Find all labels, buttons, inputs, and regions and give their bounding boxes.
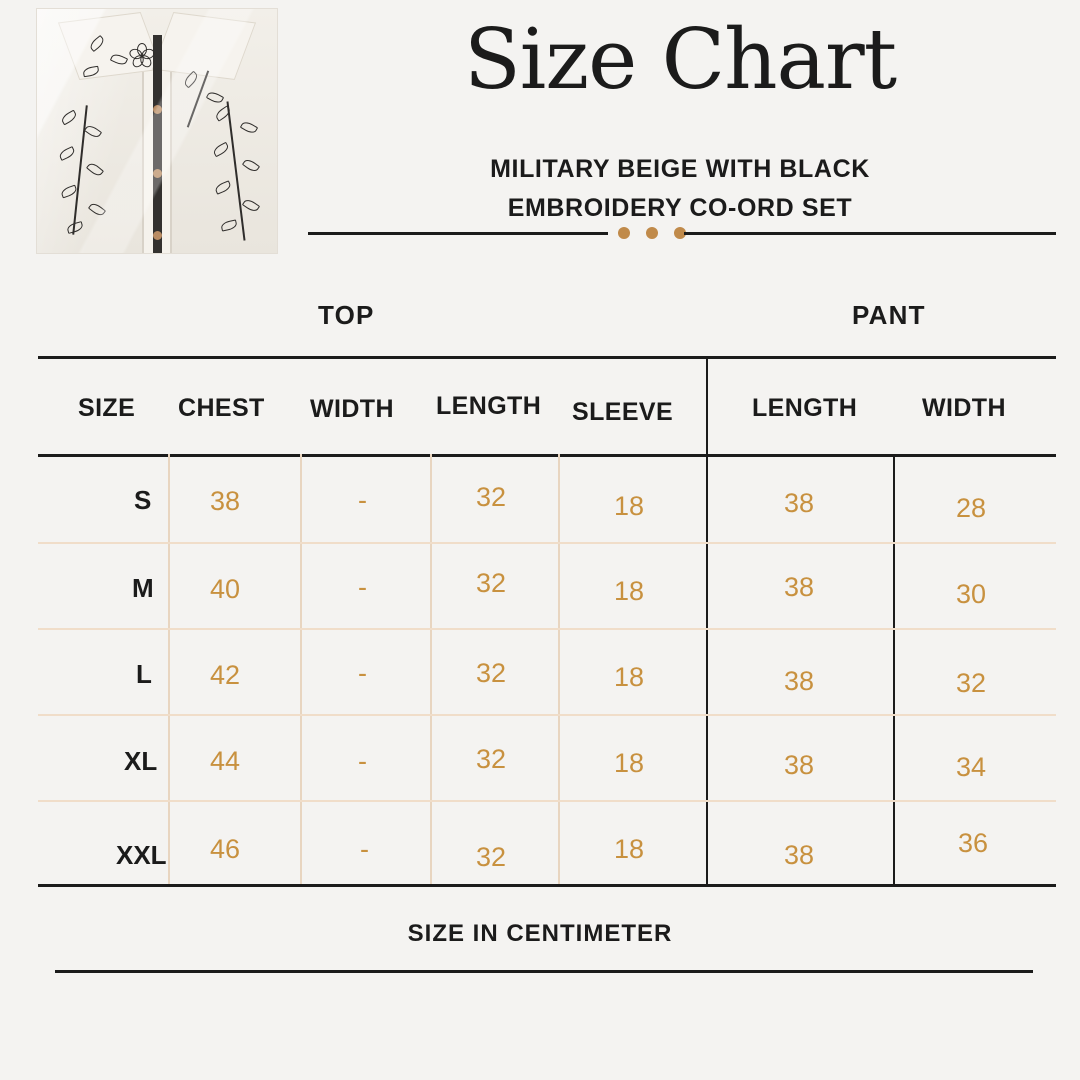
table-row: 42 [210,660,241,690]
table-row: 38 [784,666,815,696]
column-header-chest: CHEST [178,394,265,422]
table-row: 18 [614,748,645,778]
table-row: 32 [476,482,507,512]
pant-column-divider [893,454,895,884]
table-row: 32 [476,568,507,598]
table-row: 38 [784,750,815,780]
table-row: S [134,485,152,515]
table-row: 32 [956,668,987,698]
table-row: 28 [956,493,987,523]
table-bottom-border [38,884,1056,887]
table-row: - [358,485,367,515]
table-row: 18 [614,834,645,864]
product-image [36,8,278,254]
table-row: 40 [210,574,241,604]
table-row: 18 [614,662,645,692]
divider-line-right [684,232,1056,235]
group-divider [706,356,708,884]
column-header-length: LENGTH [436,392,542,420]
table-row: XL [124,746,158,776]
divider-dot [646,227,658,239]
group-header-pant: PANT [852,300,926,330]
column-separator [430,454,432,884]
table-row: 30 [956,579,987,609]
table-row: L [136,659,152,689]
table-row: 46 [210,834,241,864]
group-header-top: TOP [318,300,375,330]
row-separator [38,542,1056,544]
table-row: XXL [116,840,167,870]
table-row: 18 [614,491,645,521]
column-header-pant-length: LENGTH [752,394,858,422]
shirt-button [153,105,162,114]
product-name-line1: MILITARY BEIGE WITH BLACK [490,155,870,183]
shirt-button [153,231,162,240]
table-row: - [358,658,367,688]
table-row: M [132,573,154,603]
table-row: 32 [476,842,507,872]
divider-ornament [308,224,1056,242]
column-separator [168,454,170,884]
table-row: 32 [476,744,507,774]
row-separator [38,628,1056,630]
column-header-size: SIZE [78,394,136,422]
column-separator [558,454,560,884]
table-row: 38 [784,840,815,870]
table-top-border [38,356,1056,359]
product-name-line2: EMBROIDERY CO-ORD SET [507,193,853,222]
divider-line-left [308,232,608,235]
table-row: - [360,834,369,864]
table-row: 44 [210,746,241,776]
table-header-border [38,454,1056,457]
table-row: 36 [958,828,989,858]
table-row: 34 [956,752,987,782]
table-row: 38 [784,572,815,602]
table-row: - [358,572,367,602]
page-title: Size Chart [463,11,897,108]
table-row: 38 [210,486,241,516]
table-row: 18 [614,576,645,606]
row-separator [38,714,1056,716]
column-header-pant-width: WIDTH [922,394,1006,422]
table-row: 32 [476,658,507,688]
column-header-width: WIDTH [310,395,394,423]
table-row: - [358,746,367,776]
column-header-sleeve: SLEEVE [572,398,674,426]
divider-dot [618,227,630,239]
column-separator [300,454,302,884]
product-name [300,150,1060,228]
embroidery-flower [129,43,155,69]
unit-note: SIZE IN CENTIMETER [407,920,673,947]
row-separator [38,800,1056,802]
footer-divider [55,970,1033,973]
table-row: 38 [784,488,815,518]
shirt-button [153,169,162,178]
